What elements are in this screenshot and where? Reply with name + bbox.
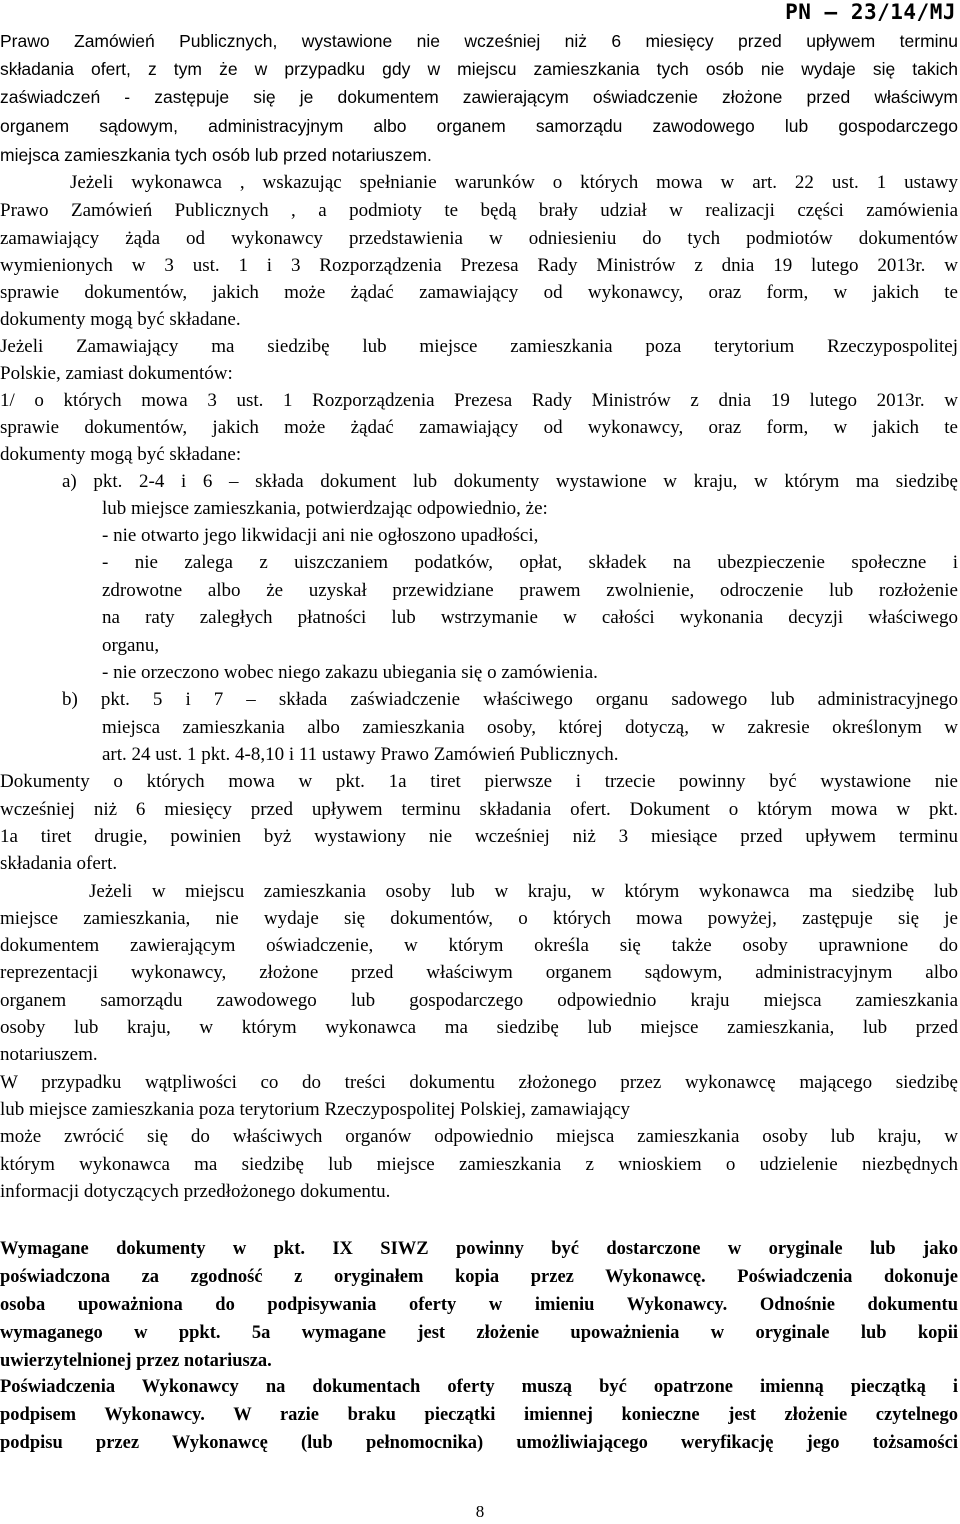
document-reference: PN – 23/14/MJ [785,0,956,24]
list-item: - nie otwarto jego likwidacji ani nie ogłoszono upadłości, [102,525,539,546]
list-item: zdrowotne albo że uzyskał przewidziane prawem zwolnienie, odroczenie lub rozłożenie [102,580,958,601]
text-line: składania ofert. [0,853,118,874]
text-line: Jeżeli wykonawca , wskazując spełnianie warunków o których mowa w art. 22 ust. 1 ustawy [70,172,958,193]
text-line: może zwrócić się do właściwych organów odpowiednio miejsca zamieszkania osoby lub kraju, w [0,1126,958,1147]
text-line-bold: osoba upoważniona do podpisywania oferty w imieniu Wykonawcy. Odnośnie dokumentu [0,1295,958,1315]
text-line: informacji dotyczących przedłożonego dokumentu. [0,1181,391,1202]
text-line: zamawiający żąda od wykonawcy przedstawienia w odniesieniu do tych podmiotów dokumentów [0,228,958,249]
text-line: Prawo Zamówień Publicznych , a podmioty te będą brały udział w realizacji części zamówienia [0,200,958,221]
text-line: 1a tiret drugie, powinien byż wystawiony nie wcześniej niż 3 miesiące przed upływem terminu [0,826,958,847]
text-line: składania ofert, z tym że w przypadku gdy w miejscu zamieszkania tych osób nie wydaje się takich [0,59,958,79]
text-line: organem sądowym, administracyjnym albo organem samorządu zawodowego lub gospodarczego [0,116,958,136]
text-line-bold: uwierzytelnionej przez notariusza. [0,1351,272,1371]
text-line-bold: podpisem Wykonawcy. W razie braku pieczątki imiennej konieczne jest złożenie czytelnego [0,1405,958,1425]
page-number: 8 [475,1502,485,1521]
text-line: dokumenty mogą być składane: [0,444,242,465]
text-line: Polskie, zamiast dokumentów: [0,363,233,384]
list-item: a) pkt. 2-4 i 6 – składa dokument lub dokumenty wystawione w kraju, w którym ma siedzibę [62,471,958,492]
list-item: na raty zaległych płatności lub wstrzymanie w całości wykonania decyzji właściwego [102,607,958,628]
text-line: wcześniej niż 6 miesięcy przed upływem terminu składania ofert. Dokument o którym mowa w pkt. [0,799,958,820]
text-line: organem samorządu zawodowego lub gospodarczego odpowiednio kraju miejsca zamieszkania [0,990,958,1011]
list-item: lub miejsce zamieszkania, potwierdzając odpowiednio, że: [102,498,548,519]
text-line-bold: wymaganego w ppkt. 5a wymagane jest złożenie upoważnienia w oryginale lub kopii [0,1323,958,1343]
text-line: W przypadku wątpliwości co do treści dokumentu złożonego przez wykonawcę mającego siedzibę [0,1072,958,1093]
list-item: miejsca zamieszkania albo zamieszkania osoby, której dotyczą, w zakresie określonym w [102,717,958,738]
text-line: miejsce zamieszkania, nie wydaje się dokumentów, o których mowa powyżej, zastępuje się je [0,908,958,929]
text-line: dokumenty mogą być składane. [0,309,241,330]
list-item: - nie orzeczono wobec niego zakazu ubiegania się o zamówienia. [102,662,598,683]
text-line-bold: Poświadczenia Wykonawcy na dokumentach oferty muszą być opatrzone imienną pieczątką i [0,1377,958,1397]
text-line-bold: Wymagane dokumenty w pkt. IX SIWZ powinny być dostarczone w oryginale lub jako [0,1239,958,1259]
text-line: notariuszem. [0,1044,98,1065]
text-line-bold: podpisu przez Wykonawcę (lub pełnomocnika) umożliwiającego weryfikację jego tożsamości [0,1433,958,1453]
text-line: sprawie dokumentów, jakich może żądać zamawiający od wykonawcy, oraz form, w jakich te [0,417,958,438]
list-item: - nie zalega z uiszczaniem podatków, opłat, składek na ubezpieczenie społeczne i [102,552,958,573]
text-line: sprawie dokumentów, jakich może żądać zamawiający od wykonawcy, oraz form, w jakich te [0,282,958,303]
text-line: wymienionych w 3 ust. 1 i 3 Rozporządzenia Prezesa Rady Ministrów z dnia 19 lutego 2013r. w [0,255,958,276]
text-line: którym wykonawca ma siedzibę lub miejsce zamieszkania z wnioskiem o udzielenie niezbędnych [0,1154,958,1175]
list-item: art. 24 ust. 1 pkt. 4-8,10 i 11 ustawy Prawo Zamówień Publicznych. [102,744,619,765]
text-line: miejsca zamieszkania tych osób lub przed notariuszem. [0,145,432,165]
text-line: reprezentacji wykonawcy, złożone przed właściwym organem sądowym, administracyjnym albo [0,962,958,983]
text-line: lub miejsce zamieszkania poza terytorium Rzeczypospolitej Polskiej, zamawiający [0,1099,630,1120]
text-line: Jeżeli w miejscu zamieszkania osoby lub w kraju, w którym wykonawca ma siedzibę lub [89,881,958,902]
text-line: zaświadczeń - zastępuje się je dokumentem zawierającym oświadczenie złożone przed właściwym [0,87,958,107]
text-line: Prawo Zamówień Publicznych, wystawione nie wcześniej niż 6 miesięcy przed upływem terminu [0,31,958,51]
text-line: 1/ o których mowa 3 ust. 1 Rozporządzenia Prezesa Rady Ministrów z dnia 19 lutego 2013r. w [0,390,958,411]
text-line: Jeżeli Zamawiający ma siedzibę lub miejsce zamieszkania poza terytorium Rzeczypospolitej [0,336,958,357]
text-line: osoby lub kraju, w którym wykonawca ma siedzibę lub miejsce zamieszkania, lub przed [0,1017,958,1038]
list-item: organu, [102,635,160,656]
text-line-bold: poświadczona za zgodność z oryginałem kopia przez Wykonawcę. Poświadczenia dokonuje [0,1267,958,1287]
text-line: dokumentem zawierającym oświadczenie, w którym określa się także osoby uprawnione do [0,935,958,956]
text-line: Dokumenty o których mowa w pkt. 1a tiret pierwsze i trzecie powinny być wystawione nie [0,771,958,792]
list-item: b) pkt. 5 i 7 – składa zaświadczenie właściwego organu sadowego lub administracyjnego [62,689,958,710]
